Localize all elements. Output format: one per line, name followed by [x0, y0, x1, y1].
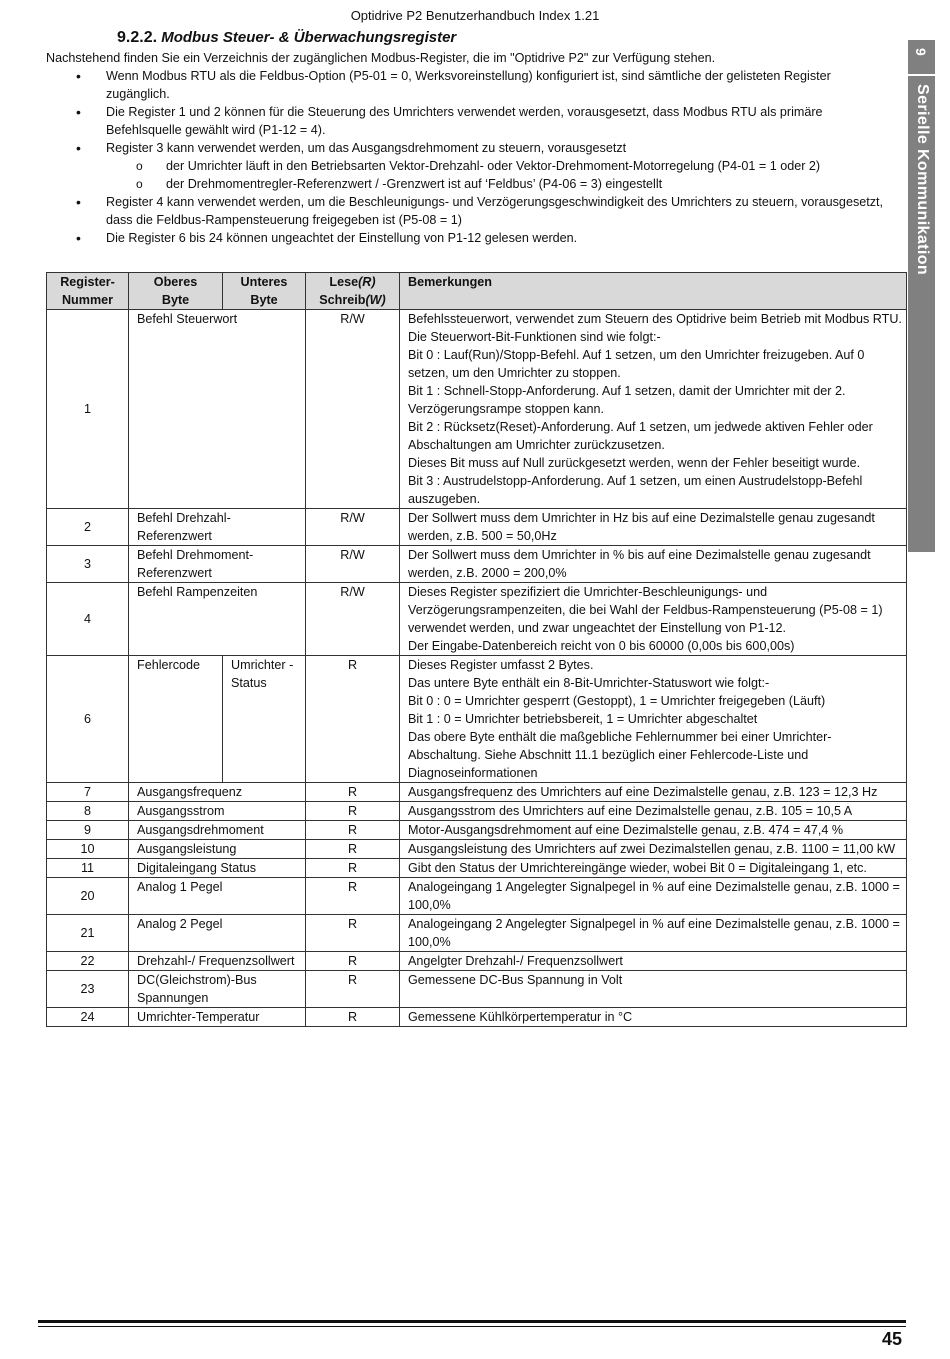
read-write-cell: R: [306, 802, 400, 821]
register-number: 20: [47, 878, 129, 915]
register-number: 2: [47, 509, 129, 546]
read-write-cell: R/W: [306, 546, 400, 583]
register-name: Befehl Drehzahl-Referenzwert: [129, 509, 306, 546]
table-row: [47, 952, 907, 971]
register-number: 4: [47, 583, 129, 656]
remarks-cell: Analogeingang 1 Angelegter Signalpegel in % auf eine Dezimalstelle genau, z.B. 1000 = 100,0%: [400, 878, 907, 915]
read-write-cell: R: [306, 840, 400, 859]
header-line: Unteres: [240, 275, 288, 289]
table-row: [47, 583, 907, 656]
page-number: 45: [881, 1329, 902, 1349]
footer-rule-thin: [38, 1326, 906, 1327]
header-write-abbr: (W): [365, 293, 386, 307]
header-line: Oberes: [153, 275, 198, 289]
table-row: [47, 310, 907, 509]
read-write-cell: R: [306, 915, 400, 952]
read-write-cell: R: [306, 783, 400, 802]
read-write-cell: R/W: [306, 310, 400, 509]
low-byte-cell: Umrichter -Status: [223, 656, 306, 783]
register-number: 3: [47, 546, 129, 583]
remark-line: Dieses Bit muss auf Null zurückgesetzt werden, wenn der Fehler beseitigt wurde.: [408, 456, 861, 470]
header-read-word: Lese: [329, 275, 359, 289]
remark-line: Dieses Register umfasst 2 Bytes.: [408, 658, 594, 672]
register-name: Ausgangsfrequenz: [129, 783, 306, 802]
bullet-item: • Die Register 1 und 2 können für die Steuerung des Umrichters verwendet werden, vorausgesetzt, dass Modbus RTU als primäre Befehlsquelle gewählt wird (P1-12 = 4).: [46, 103, 896, 139]
register-name: Digitaleingang Status: [129, 859, 306, 878]
bullet-list: [46, 67, 896, 247]
sub-bullet-list: [106, 157, 896, 193]
register-name: Ausgangsstrom: [129, 802, 306, 821]
remarks-cell: Gemessene Kühlkörpertemperatur in °C: [400, 1008, 907, 1027]
bullet-text: Register 3 kann verwendet werden, um das Ausgangsdrehmoment zu steuern, vorausgesetzt: [106, 141, 627, 155]
sub-bullet-item: o der Drehmomentregler-Referenzwert / -Grenzwert ist auf ‘Feldbus’ (P4-06 = 3) eingestellt: [106, 175, 896, 193]
remarks-cell: Ausgangsfrequenz des Umrichters auf eine Dezimalstelle genau, z.B. 123 = 12,3 Hz: [400, 783, 907, 802]
remarks-cell: Der Sollwert muss dem Umrichter in Hz bis auf eine Dezimalstelle genau zugesandt werden, z.B. 500 = 50,0Hz: [400, 509, 907, 546]
register-number: 10: [47, 840, 129, 859]
section-title: Modbus Steuer- & Überwachungsregister: [161, 29, 457, 46]
table-row: [47, 878, 907, 915]
register-name: Befehl Rampenzeiten: [129, 583, 306, 656]
modbus-register-table: [46, 272, 907, 1027]
register-name: Umrichter-Temperatur: [129, 1008, 306, 1027]
chapter-number: 9: [913, 48, 929, 56]
register-name: Analog 2 Pegel: [129, 915, 306, 952]
chapter-number-box: [908, 40, 935, 76]
header-read-abbr: (R): [358, 275, 376, 289]
footer-rule-thick: [38, 1320, 906, 1323]
register-name: Drehzahl-/ Frequenzsollwert: [129, 952, 306, 971]
remarks-cell: Gemessene DC-Bus Spannung in Volt: [400, 971, 907, 1008]
remark-line: Bit 2 : Rücksetz(Reset)-Anforderung. Auf 1 setzen, um jedwede aktiven Fehler oder Abschaltungen am Umrichter zurückzusetzen.: [408, 420, 873, 452]
bullet-item: • Register 4 kann verwendet werden, um die Beschleunigungs- und Verzögerungsgeschwindigkeit des Umrichters zu steuern, vorausgesetzt, dass die Feldbus-Rampensteuerung freigegeben ist (P5-08 = 1): [46, 193, 896, 229]
intro-block: [46, 49, 896, 247]
remarks-cell: [400, 310, 907, 509]
register-name: DC(Gleichstrom)-Bus Spannungen: [129, 971, 306, 1008]
table-row: [47, 840, 907, 859]
remark-line: Bit 0 : Lauf(Run)/Stopp-Befehl. Auf 1 setzen, um den Umrichter freizugeben. Auf 0 setzen, um den Umrichter zu stoppen.: [408, 348, 865, 380]
remark-line: Dieses Register spezifiziert die Umrichter-Beschleunigungs- und Verzögerungsrampenzeiten, die bei Wahl der Feldbus-Rampensteuerung (P5-08 = 1) verwendet werden, und zwar ungeachtet der Einstellung von P1-12.: [408, 585, 883, 635]
remarks-cell: Gibt den Status der Umrichtereingänge wieder, wobei Bit 0 = Digitaleingang 1, etc.: [400, 859, 907, 878]
read-write-cell: R: [306, 1008, 400, 1027]
remarks-cell: [400, 656, 907, 783]
table-row: [47, 656, 907, 783]
remarks-cell: Ausgangsleistung des Umrichters auf zwei Dezimalstellen genau, z.B. 1100 = 11,00 kW: [400, 840, 907, 859]
read-write-cell: R: [306, 821, 400, 840]
register-number: 7: [47, 783, 129, 802]
header-high-byte: [129, 273, 223, 310]
read-write-cell: R: [306, 859, 400, 878]
read-write-cell: R/W: [306, 509, 400, 546]
header-line: Register-: [60, 275, 115, 289]
header-remarks: Bemerkungen: [400, 273, 907, 310]
remarks-cell: Analogeingang 2 Angelegter Signalpegel in % auf eine Dezimalstelle genau, z.B. 1000 = 100,0%: [400, 915, 907, 952]
register-number: 11: [47, 859, 129, 878]
read-write-cell: R: [306, 952, 400, 971]
register-number: 21: [47, 915, 129, 952]
chapter-label: Serielle Kommunikation: [914, 84, 931, 276]
remark-line: Bit 1 : 0 = Umrichter betriebsbereit, 1 = Umrichter abgeschaltet: [408, 712, 758, 726]
page-header: Optidrive P2 Benutzerhandbuch Index 1.21: [350, 8, 600, 23]
header-line: Byte: [250, 293, 278, 307]
sub-bullet-item: o der Umrichter läuft in den Betriebsarten Vektor-Drehzahl- oder Vektor-Drehmoment-Motorregelung (P4-01 = 1 oder 2): [106, 157, 896, 175]
chapter-side-tab: [908, 40, 935, 552]
register-name: Befehl Steuerwort: [129, 310, 306, 509]
bullet-item: • Die Register 6 bis 24 können ungeachtet der Einstellung von P1-12 gelesen werden.: [46, 229, 896, 247]
remarks-cell: Motor-Ausgangsdrehmoment auf eine Dezimalstelle genau, z.B. 474 = 47,4 %: [400, 821, 907, 840]
header-line: [310, 273, 395, 291]
high-byte-cell: Fehlercode: [129, 656, 223, 783]
remarks-cell: Ausgangsstrom des Umrichters auf eine Dezimalstelle genau, z.B. 105 = 10,5 A: [400, 802, 907, 821]
table-row: [47, 1008, 907, 1027]
remark-line: Bit 1 : Schnell-Stopp-Anforderung. Auf 1 setzen, damit der Umrichter mit der 2. Verzögerungsrampe stoppen kann.: [408, 384, 846, 416]
register-name: Ausgangsdrehmoment: [129, 821, 306, 840]
header-line: [310, 291, 395, 309]
table-row: [47, 546, 907, 583]
intro-paragraph: Nachstehend finden Sie ein Verzeichnis der zugänglichen Modbus-Register, die im "Optidrive P2" zur Verfügung stehen.: [46, 51, 716, 65]
remark-line: Bit 3 : Austrudelstopp-Anforderung. Auf 1 setzen, um einen Austrudelstopp-Befehl auszugeben.: [408, 474, 863, 506]
remark-line: Das untere Byte enthält ein 8-Bit-Umrichter-Statuswort wie folgt:-: [408, 676, 770, 690]
table-row: [47, 783, 907, 802]
remarks-cell: [400, 583, 907, 656]
header-read-write: [306, 273, 400, 310]
table-row: [47, 915, 907, 952]
read-write-cell: R: [306, 971, 400, 1008]
remarks-cell: Angelgter Drehzahl-/ Frequenzsollwert: [400, 952, 907, 971]
register-name: Befehl Drehmoment-Referenzwert: [129, 546, 306, 583]
read-write-cell: R: [306, 656, 400, 783]
register-number: 24: [47, 1008, 129, 1027]
register-number: 8: [47, 802, 129, 821]
register-name: Ausgangsleistung: [129, 840, 306, 859]
register-number: 1: [47, 310, 129, 509]
section-heading: [117, 29, 456, 47]
header-write-word: Schreib: [319, 293, 366, 307]
register-number: 23: [47, 971, 129, 1008]
bullet-item: [46, 139, 896, 193]
table-row: [47, 859, 907, 878]
register-name: Analog 1 Pegel: [129, 878, 306, 915]
header-low-byte: [223, 273, 306, 310]
register-number: 6: [47, 656, 129, 783]
remark-line: Das obere Byte enthält die maßgebliche Fehlernummer bei einer Umrichter-Abschaltung. Siehe Abschnitt 11.1 bezüglich einer Fehlercode-Liste und Diagnoseinformationen: [408, 730, 832, 780]
register-number: 22: [47, 952, 129, 971]
table-row: [47, 509, 907, 546]
table-row: [47, 821, 907, 840]
table-header-row: [47, 273, 907, 310]
table-row: [47, 802, 907, 821]
section-number: 9.2.2.: [117, 29, 158, 46]
header-register-number: [47, 273, 129, 310]
remark-line: Befehlssteuerwort, verwendet zum Steuern des Optidrive beim Betrieb mit Modbus RTU. Die Steuerwort-Bit-Funktionen sind wie folgt:-: [408, 312, 902, 344]
read-write-cell: R: [306, 878, 400, 915]
remarks-cell: Der Sollwert muss dem Umrichter in % bis auf eine Dezimalstelle genau zugesandt werden, z.B. 2000 = 200,0%: [400, 546, 907, 583]
bullet-item: • Wenn Modbus RTU als die Feldbus-Option (P5-01 = 0, Werksvoreinstellung) konfiguriert ist, sind sämtliche der gelisteten Register zugänglich.: [46, 67, 896, 103]
remark-line: Bit 0 : 0 = Umrichter gesperrt (Gestoppt), 1 = Umrichter freigegeben (Läuft): [408, 694, 826, 708]
header-line: Nummer: [61, 293, 114, 307]
register-number: 9: [47, 821, 129, 840]
read-write-cell: R/W: [306, 583, 400, 656]
header-line: Byte: [161, 293, 190, 307]
remark-line: Der Eingabe-Datenbereich reicht von 0 bis 60000 (0,00s bis 600,00s): [408, 639, 795, 653]
table-row: [47, 971, 907, 1008]
